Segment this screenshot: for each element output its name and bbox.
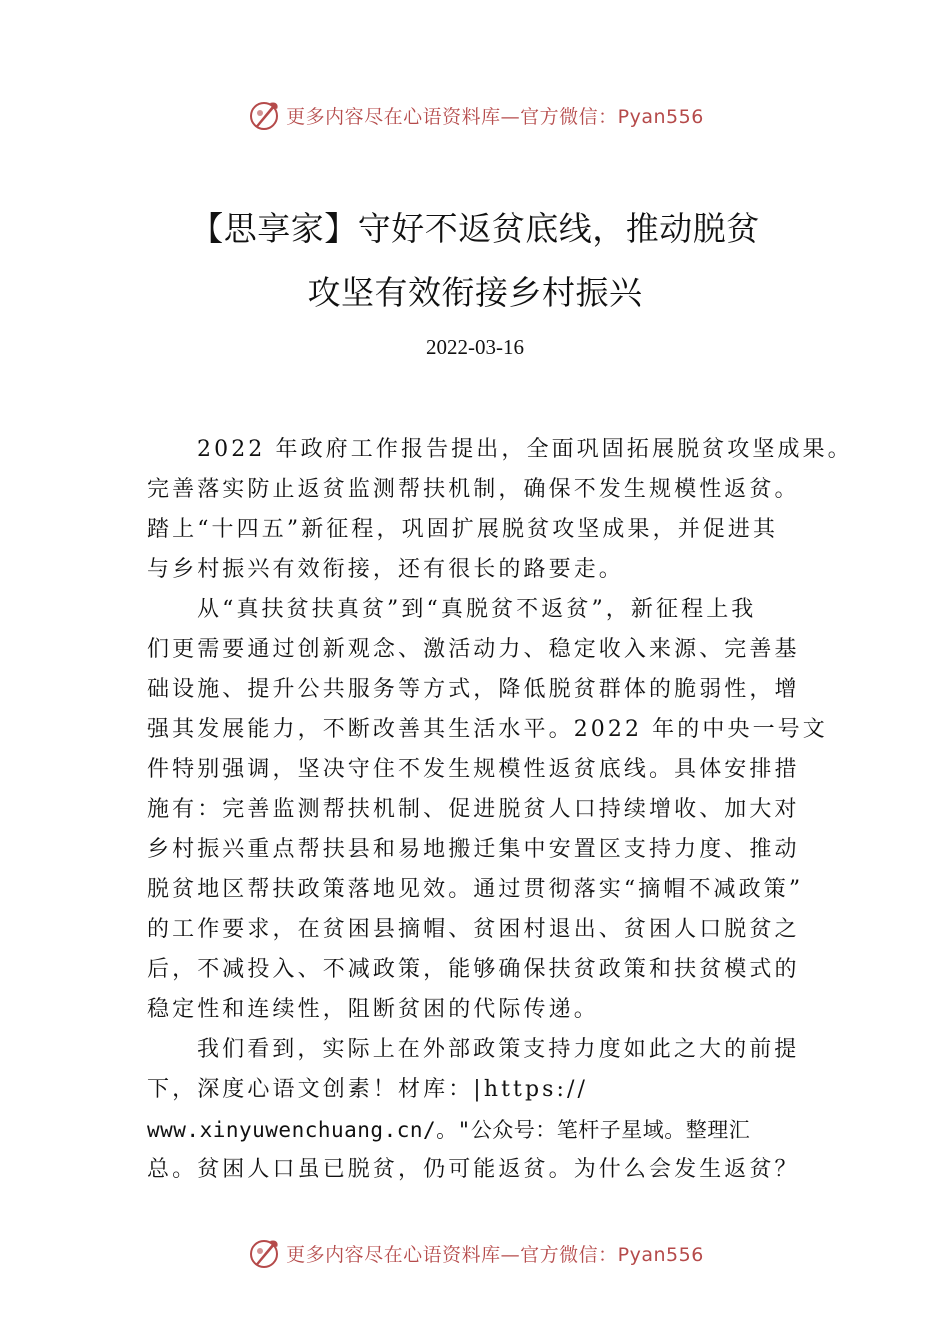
- body-line: 与乡村振兴有效衔接，还有很长的路要走。: [147, 557, 624, 582]
- article-title-line-1: 【思享家】守好不返贫底线，推动脱贫: [190, 209, 760, 248]
- banner-text-cn: 更多内容尽在心语资料库—官方微信：: [286, 105, 618, 128]
- header-banner: [0, 95, 950, 135]
- body-line: 们更需要通过创新观念、激活动力、稳定收入来源、完善基: [147, 637, 800, 662]
- body-line: 下，深度心语文创素！材库：|https://: [147, 1077, 589, 1102]
- body-line: 完善落实防止返贫监测帮扶机制，确保不发生规模性返贫。: [147, 477, 800, 502]
- banner-wechat-id: Pyan556: [617, 1243, 704, 1266]
- article-title-line-2: 攻坚有效衔接乡村振兴: [307, 273, 643, 312]
- body-line: 件特别强调，坚决守住不发生规模性返贫底线。具体安排措: [147, 757, 800, 782]
- header-banner-content: [246, 97, 704, 133]
- body-line: 脱贫地区帮扶政策落地见效。通过贯彻落实“摘帽不减政策”: [147, 877, 804, 902]
- body-line: 2022 年政府工作报告提出，全面巩固拓展脱贫攻坚成果。: [197, 437, 853, 462]
- article-body: [147, 430, 853, 1190]
- body-line: 稳定性和连续性，阻断贫困的代际传递。: [147, 997, 599, 1022]
- banner-wechat-id: Pyan556: [617, 105, 704, 128]
- body-line: 乡村振兴重点帮扶县和易地搬迁集中安置区支持力度、推动: [147, 837, 800, 862]
- body-line: 础设施、提升公共服务等方式，降低脱贫群体的脆弱性，增: [147, 677, 800, 702]
- banner-text: [286, 1240, 704, 1267]
- body-line-url: www.xinyuwenchuang.cn/。"公众号：笔杆子星域。整理汇: [147, 1118, 751, 1142]
- banner-text: [286, 102, 704, 129]
- body-line: 从“真扶贫扶真贫”到“真脱贫不返贫”，新征程上我: [197, 597, 757, 622]
- article-title: [60, 197, 890, 325]
- banner-text-cn: 更多内容尽在心语资料库—官方微信：: [286, 1243, 618, 1266]
- body-line: 我们看到，实际上在外部政策支持力度如此之大的前提: [197, 1037, 800, 1062]
- footer-banner: [0, 1233, 950, 1273]
- body-line: 的工作要求，在贫困县摘帽、贫困村退出、贫困人口脱贫之: [147, 917, 800, 942]
- body-line: 强其发展能力，不断改善其生活水平。2022 年的中央一号文: [147, 717, 828, 742]
- quill-pen-logo-icon: [246, 97, 282, 133]
- article-date: 2022-03-16: [426, 335, 524, 359]
- body-line: 施有：完善监测帮扶机制、促进脱贫人口持续增收、加大对: [147, 797, 800, 822]
- body-line: 总。贫困人口虽已脱贫，仍可能返贫。为什么会发生返贫？: [147, 1157, 800, 1182]
- footer-banner-content: [246, 1235, 704, 1271]
- body-line: 后，不减投入、不减政策，能够确保扶贫政策和扶贫模式的: [147, 957, 800, 982]
- quill-pen-logo-icon: [246, 1235, 282, 1271]
- body-line: 踏上“十四五”新征程，巩固扩展脱贫攻坚成果，并促进其: [147, 517, 779, 542]
